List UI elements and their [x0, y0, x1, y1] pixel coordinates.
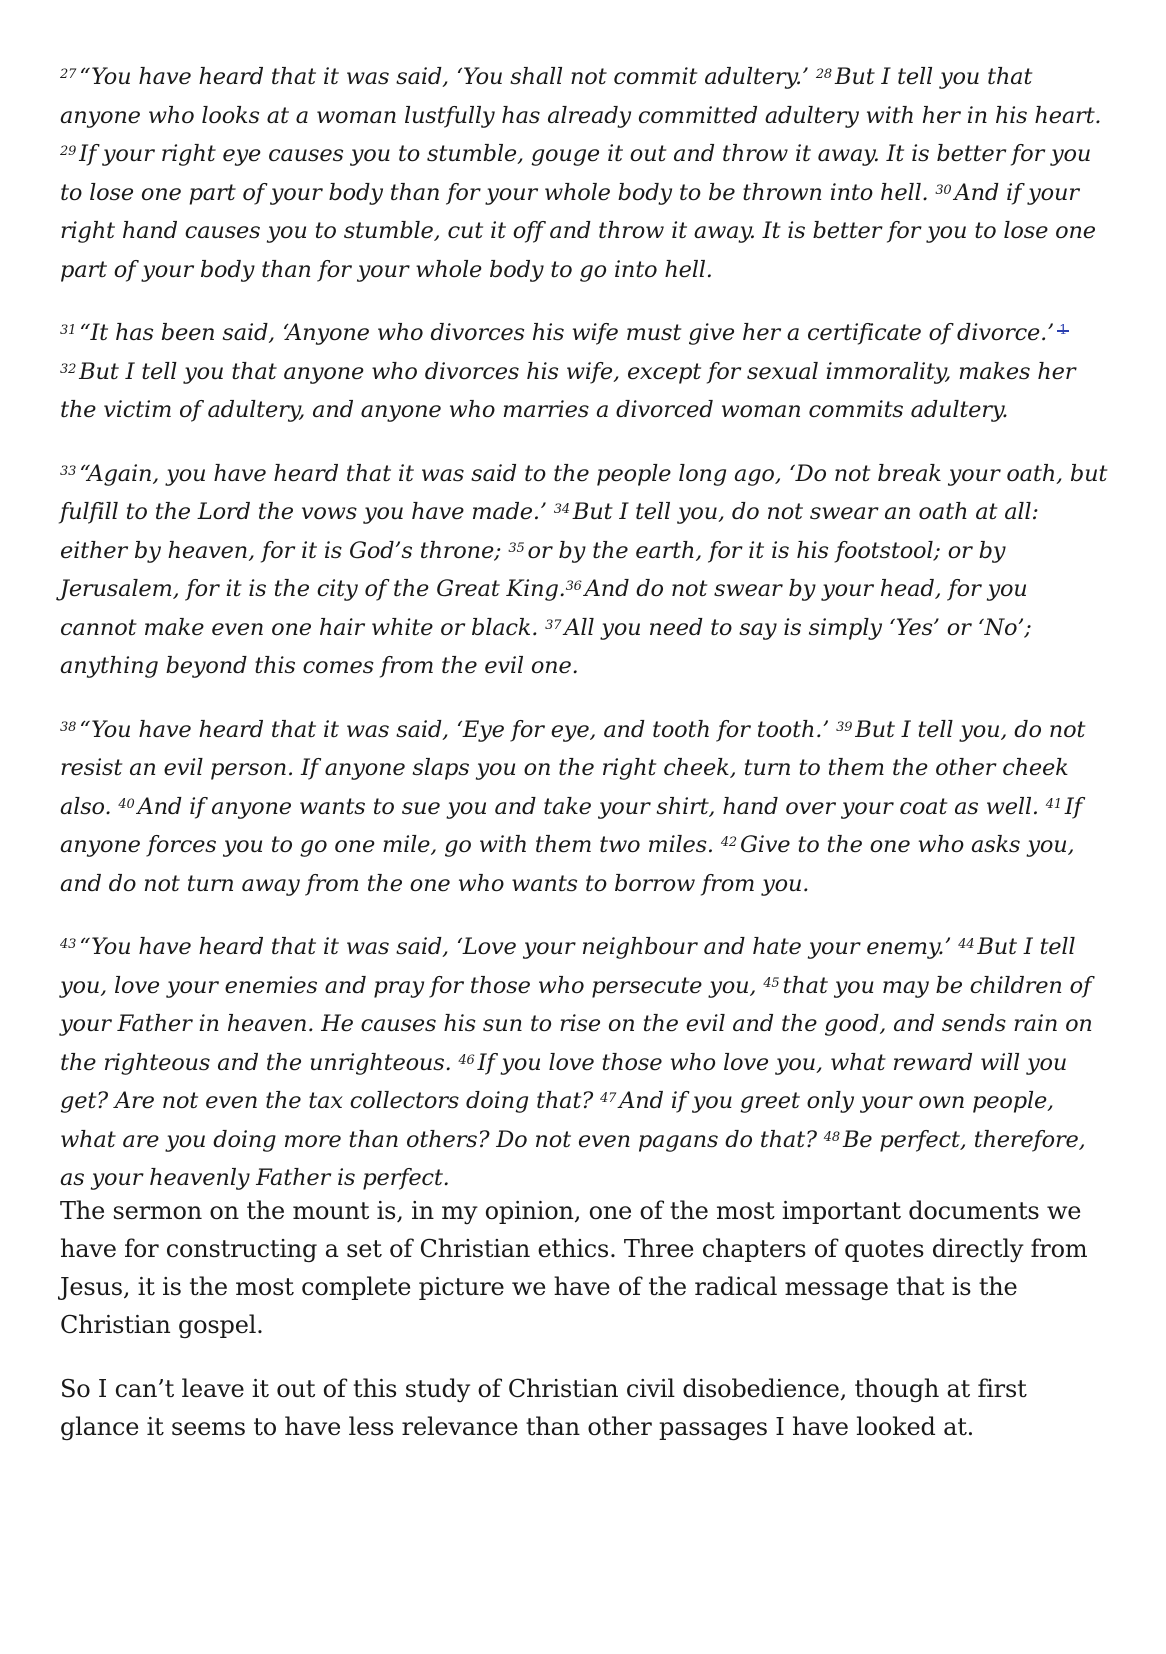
verse-text: “You have heard that it was said, ‘Eye for eye, and tooth for tooth.’: [79, 716, 837, 743]
verse-number: 39: [836, 719, 853, 735]
verse-paragraph: [60, 314, 1108, 430]
verse-text: If you love those who love you, what reward will you get? Are not even the tax collectors doing that?: [60, 1049, 1068, 1114]
verse-number: 41: [1045, 796, 1062, 812]
verse-number: 42: [720, 835, 737, 850]
verse-number: 30: [935, 182, 952, 198]
commentary-paragraph-2: So I can’t leave it out of this study of Christian civil disobedience, though at first glance it seems to have less relevance than other passages I have looked at.: [60, 1375, 1027, 1441]
verse-text: All you need to say is simply ‘Yes’ or ‘No’; anything beyond this comes from the evil one.: [60, 614, 1032, 679]
verse-number: 40: [118, 796, 135, 812]
verse-text: Give to the one who asks you, and do not turn away from the one who wants to borrow from you.: [60, 832, 1075, 897]
verse-number: 48: [823, 1129, 840, 1145]
verse-number: 38: [60, 719, 77, 735]
verse-number: 35: [508, 540, 525, 556]
verse-number: 37: [545, 617, 562, 633]
verse-paragraph: [60, 928, 1108, 1198]
verse-text: “It has been said, ‘Anyone who divorces his wife must give her a certificate of divorce.’: [79, 320, 1055, 346]
verse-text: “You have heard that it was said, ‘You shall not commit adultery.’: [79, 64, 816, 90]
commentary-paragraph-1: The sermon on the mount is, in my opinion, one of the most important documents we have for constructing a set of Christian ethics. Three chapters of quotes directly from Jesus, it is the most complete picture we have of the radical message that is the Christian gospel.: [60, 1197, 1088, 1339]
verse-number: 27: [60, 67, 77, 82]
verse-text: But I tell you, love your enemies and pray for those who persecute you,: [60, 934, 1076, 999]
verse-number: 47: [600, 1091, 617, 1106]
verse-number: 31: [60, 323, 77, 338]
verse-number: 33: [60, 463, 77, 479]
verse-text: Be perfect, therefore, as your heavenly Father is perfect.: [60, 1126, 1086, 1191]
verse-paragraph: [60, 455, 1108, 686]
verse-number: 46: [458, 1052, 475, 1068]
commentary-section: [60, 1192, 1108, 1472]
verse-text: that you may be children of your Father in heaven. He causes his sun to rise on the evil and the good, and sends rain on the righteous and the unrighteous.: [60, 972, 1093, 1076]
verse-text: And if you greet only your own people, what are you doing more than others? Do not even pagans do that?: [60, 1088, 1055, 1153]
verse-text: But I tell you, do not swear an oath at all: either by heaven, for it is God’s throne;: [60, 499, 1039, 564]
verse-number: 34: [553, 502, 570, 517]
verse-number: 32: [60, 361, 77, 377]
verse-text: And if your right hand causes you to stumble, cut it off and throw it away. It is better for you to lose one part of your body than for your whole body to go into hell.: [60, 179, 1096, 283]
scripture-passage: [60, 58, 1108, 1223]
verse-text: or by the earth, for it is his footstool; or by Jerusalem, for it is the city of the Great King.: [60, 537, 1006, 602]
verse-number: 28: [815, 67, 832, 82]
verse-paragraph: [60, 58, 1108, 289]
verse-paragraph: [60, 711, 1108, 904]
verse-text: “Again, you have heard that it was said to the people long ago, ‘Do not break your oath, but fulfill to the Lord the vows you have made.’: [60, 460, 1108, 525]
verse-text: And if anyone wants to sue you and take your shirt, hand over your coat as well.: [137, 793, 1046, 820]
verse-text: But I tell you that anyone who divorces his wife, except for sexual immorality, makes her the victim of adultery, and anyone who marries a divorced woman commits adultery.: [60, 358, 1076, 423]
verse-text: But I tell you that anyone who looks at a woman lustfully has already committed adultery with her in his heart.: [60, 64, 1102, 129]
verse-text: “You have heard that it was said, ‘Love your neighbour and hate your enemy.’: [79, 934, 959, 960]
verse-text: And do not swear by your head, for you cannot make even one hair white or black.: [60, 576, 1028, 641]
verse-text: If anyone forces you to go one mile, go with them two miles.: [60, 793, 1082, 858]
verse-number: 43: [60, 937, 77, 952]
verse-number: 36: [565, 579, 582, 594]
verse-number: 29: [60, 144, 77, 159]
footnote-link[interactable]: 1: [1059, 323, 1068, 338]
verse-text: If your right eye causes you to stumble, gouge it out and throw it away. It is better for you to lose one part of your body than for your whole body to be thrown into hell.: [60, 141, 1092, 206]
verse-number: 44: [958, 937, 975, 952]
verse-number: 45: [763, 975, 780, 991]
verse-text: But I tell you, do not resist an evil person. If anyone slaps you on the right cheek, turn to them the other cheek also.: [60, 716, 1086, 820]
